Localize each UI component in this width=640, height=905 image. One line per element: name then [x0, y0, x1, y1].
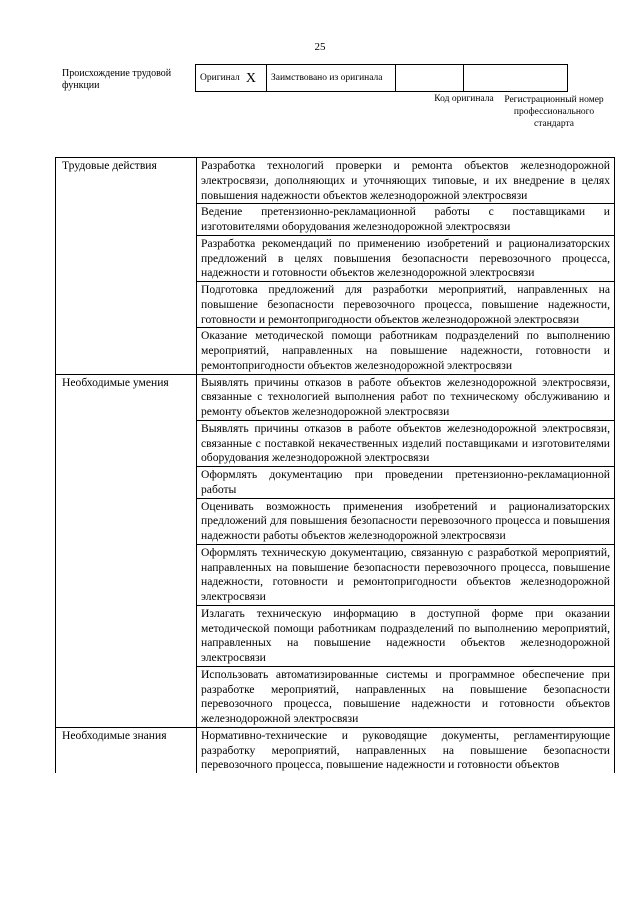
list-item: Выявлять причины отказов в работе объектов железнодорожной электросвязи, связанные с поставкой некачественных изделий поставщиками и изготовителями оборудования железнодорожной электросвязи — [197, 420, 615, 466]
code-caption: Код оригинала — [434, 94, 494, 104]
original-label: Оригинал — [200, 72, 240, 83]
list-item: Разработка рекомендаций по применению изобретений и рационализаторских предложений в целях повышения безопасности перевозочного процесса, надежности и готовности объектов железнодорожной электросвязи — [197, 235, 615, 281]
list-item: Оформлять документацию при проведении претензионно-рекламационной работы — [197, 467, 615, 499]
function-table — [55, 157, 615, 773]
table-row — [56, 158, 615, 204]
list-item: Нормативно-технические и руководящие документы, регламентирующие разработку мероприятий, направленных на повышение безопасности перевозочного процесса, повышение надежности и готовности объектов — [197, 727, 615, 773]
list-item: Ведение претензионно-рекламационной работы с поставщиками и изготовителями оборудования железнодорожной электросвязи — [197, 204, 615, 236]
list-item: Использовать автоматизированные системы и программное обеспечение при разработке мероприятий, направленных на повышение безопасности перевозочного процесса, повышение надежности и готовности объектов железнодорожной электросвязи — [197, 666, 615, 727]
table-row — [56, 374, 615, 420]
origin-label: Происхождение трудовой функции — [62, 68, 172, 91]
list-item: Оформлять техническую документацию, связанную с разработкой мероприятий, направленных на повышение безопасности перевозочного процесса, повышение надежности, готовности и ремонтопригодности объектов железнодорожной электросвязи — [197, 544, 615, 605]
table-row — [56, 727, 615, 773]
page-number: 25 — [314, 41, 326, 53]
borrowed-cell: Заимствовано из оригинала — [267, 65, 396, 92]
original-cell — [196, 65, 267, 92]
list-item: Выявлять причины отказов в работе объектов железнодорожной электросвязи, связанные с технологией выполнения работ по техническому обслуживанию и ремонту объектов железнодорожной электросвязи — [197, 374, 615, 420]
reg-number-caption: Регистрационный номер профессионального стандарта — [504, 95, 604, 129]
category-required-skills: Необходимые умения — [56, 374, 197, 727]
original-mark: X — [245, 70, 256, 86]
list-item: Подготовка предложений для разработки мероприятий, направленных на повышение безопасности перевозочного процесса, повышение надежности, готовности и ремонтопригодности объектов железнодорожной электросвязи — [197, 282, 615, 328]
list-item: Оценивать возможность применения изобретений и рационализаторских предложений для повышения безопасности перевозочного процесса и повышения надежности работы объектов железнодорожной электросвязи — [197, 498, 615, 544]
list-item: Разработка технологий проверки и ремонта объектов железнодорожной электросвязи, дополняющих и уточняющих типовые, и их внедрение в целях повышения надежности объектов железнодорожной электросвязи — [197, 158, 615, 204]
category-required-knowledge: Необходимые знания — [56, 727, 197, 773]
category-labor-actions: Трудовые действия — [56, 158, 197, 375]
list-item: Излагать техническую информацию в доступной форме при оказании методической помощи работникам подразделений по выполнению мероприятий, направленных на повышение надежности объектов железнодорожной электросвязи — [197, 605, 615, 666]
reg-number-cell — [464, 65, 568, 92]
code-cell — [396, 65, 464, 92]
origin-table — [195, 64, 568, 92]
list-item: Оказание методической помощи работникам подразделений по выполнению мероприятий, направленных на повышение надежности, готовности и ремонтопригодности объектов железнодорожной электросвязи — [197, 328, 615, 374]
